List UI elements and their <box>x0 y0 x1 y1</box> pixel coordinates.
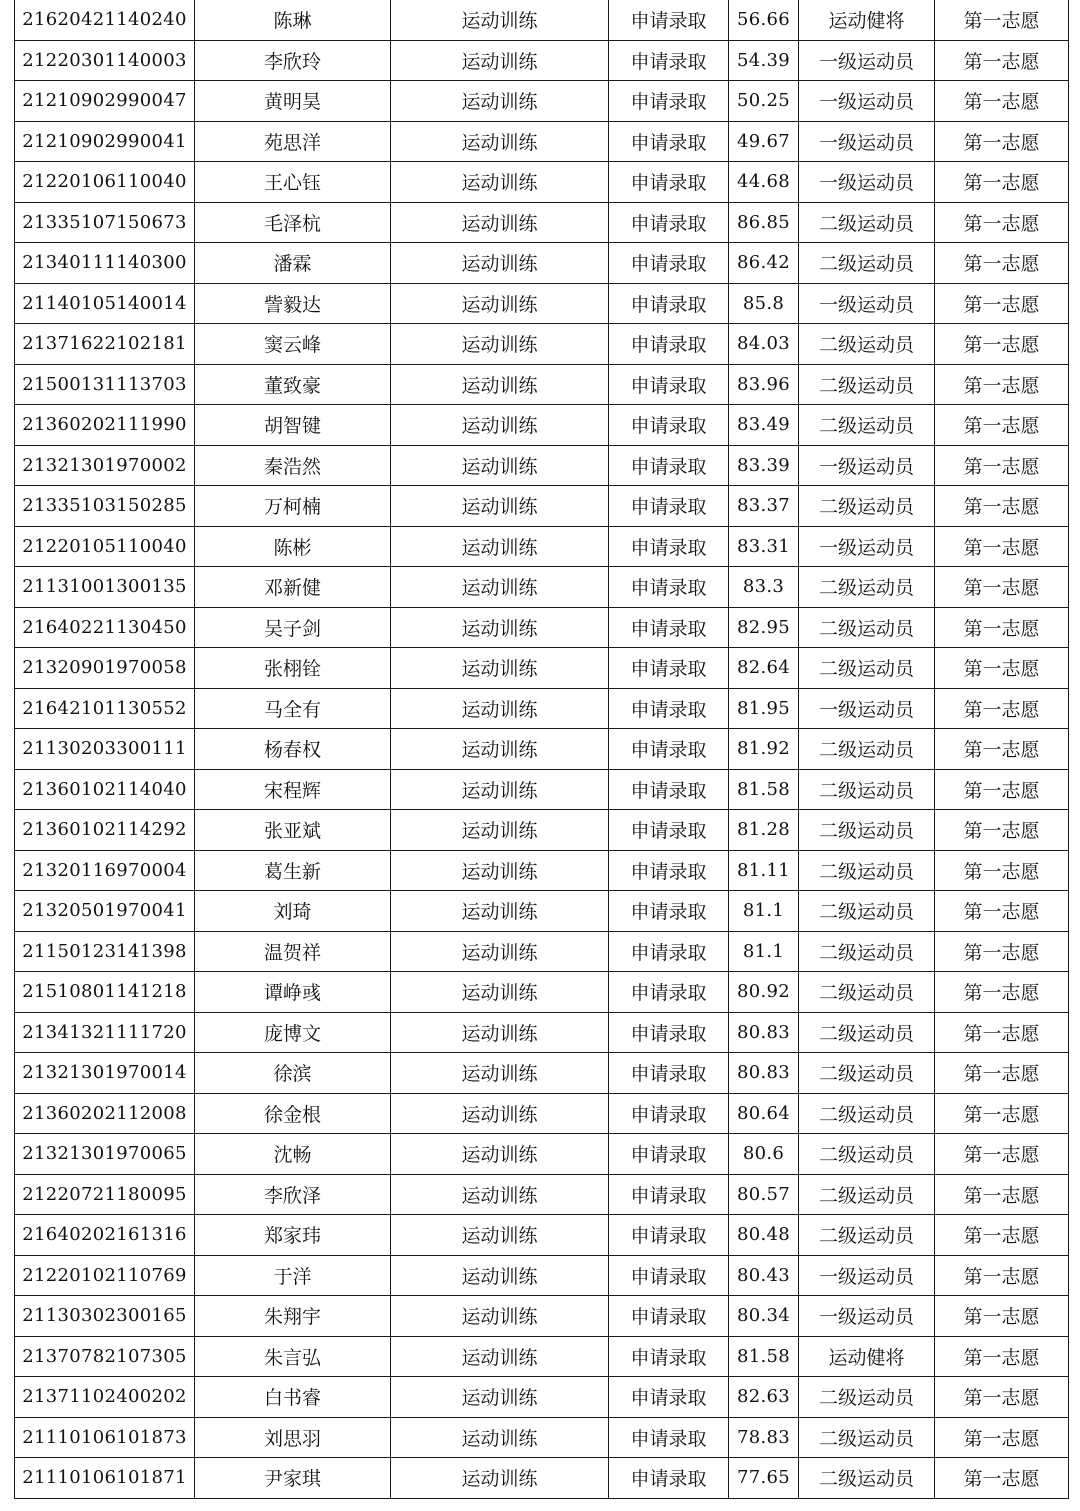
preference-cell: 第一志愿 <box>935 1053 1069 1094</box>
candidate-id-cell: 21210902990041 <box>15 121 195 162</box>
table-row <box>15 1417 1069 1458</box>
score-cell: 85.8 <box>729 283 799 324</box>
major-cell: 运动训练 <box>391 850 609 891</box>
admission-type-cell: 申请录取 <box>609 1417 729 1458</box>
score-cell: 86.42 <box>729 243 799 284</box>
athlete-level-cell: 一级运动员 <box>799 526 935 567</box>
major-cell: 运动训练 <box>391 972 609 1013</box>
table-row <box>15 1053 1069 1094</box>
preference-cell: 第一志愿 <box>935 1093 1069 1134</box>
score-cell: 81.1 <box>729 891 799 932</box>
admission-type-cell: 申请录取 <box>609 1377 729 1418</box>
major-cell: 运动训练 <box>391 1377 609 1418</box>
athlete-level-cell: 二级运动员 <box>799 648 935 689</box>
candidate-id-cell: 21220105110040 <box>15 526 195 567</box>
student-name-cell: 朱翔宇 <box>195 1296 391 1337</box>
score-cell: 83.37 <box>729 486 799 527</box>
admission-list-table-container <box>14 0 1068 1499</box>
admission-type-cell: 申请录取 <box>609 688 729 729</box>
major-cell: 运动训练 <box>391 486 609 527</box>
preference-cell: 第一志愿 <box>935 688 1069 729</box>
candidate-id-cell: 21335103150285 <box>15 486 195 527</box>
score-cell: 81.1 <box>729 931 799 972</box>
candidate-id-cell: 21220102110769 <box>15 1255 195 1296</box>
student-name-cell: 苑思洋 <box>195 121 391 162</box>
table-row <box>15 486 1069 527</box>
admission-type-cell: 申请录取 <box>609 526 729 567</box>
student-name-cell: 万柯楠 <box>195 486 391 527</box>
score-cell: 49.67 <box>729 121 799 162</box>
admission-type-cell: 申请录取 <box>609 81 729 122</box>
major-cell: 运动训练 <box>391 648 609 689</box>
admission-type-cell: 申请录取 <box>609 1296 729 1337</box>
candidate-id-cell: 21640221130450 <box>15 607 195 648</box>
athlete-level-cell: 二级运动员 <box>799 972 935 1013</box>
table-row <box>15 972 1069 1013</box>
major-cell: 运动训练 <box>391 0 609 40</box>
preference-cell: 第一志愿 <box>935 405 1069 446</box>
table-row <box>15 1174 1069 1215</box>
athlete-level-cell: 二级运动员 <box>799 810 935 851</box>
athlete-level-cell: 二级运动员 <box>799 324 935 365</box>
table-row <box>15 1296 1069 1337</box>
major-cell: 运动训练 <box>391 607 609 648</box>
score-cell: 81.58 <box>729 769 799 810</box>
score-cell: 80.64 <box>729 1093 799 1134</box>
preference-cell: 第一志愿 <box>935 0 1069 40</box>
student-name-cell: 谭峥彧 <box>195 972 391 1013</box>
table-row <box>15 810 1069 851</box>
candidate-id-cell: 21371622102181 <box>15 324 195 365</box>
preference-cell: 第一志愿 <box>935 364 1069 405</box>
preference-cell: 第一志愿 <box>935 1377 1069 1418</box>
score-cell: 83.49 <box>729 405 799 446</box>
student-name-cell: 陈彬 <box>195 526 391 567</box>
athlete-level-cell: 一级运动员 <box>799 688 935 729</box>
table-row <box>15 891 1069 932</box>
student-name-cell: 郑家玮 <box>195 1215 391 1256</box>
table-row <box>15 243 1069 284</box>
candidate-id-cell: 21110106101871 <box>15 1458 195 1499</box>
score-cell: 80.57 <box>729 1174 799 1215</box>
table-row <box>15 648 1069 689</box>
athlete-level-cell: 一级运动员 <box>799 1255 935 1296</box>
athlete-level-cell: 二级运动员 <box>799 1134 935 1175</box>
athlete-level-cell: 一级运动员 <box>799 81 935 122</box>
athlete-level-cell: 运动健将 <box>799 0 935 40</box>
table-row <box>15 1134 1069 1175</box>
athlete-level-cell: 一级运动员 <box>799 121 935 162</box>
admission-type-cell: 申请录取 <box>609 121 729 162</box>
table-row <box>15 364 1069 405</box>
score-cell: 54.39 <box>729 40 799 81</box>
candidate-id-cell: 21320501970041 <box>15 891 195 932</box>
athlete-level-cell: 二级运动员 <box>799 1053 935 1094</box>
score-cell: 80.92 <box>729 972 799 1013</box>
student-name-cell: 胡智键 <box>195 405 391 446</box>
preference-cell: 第一志愿 <box>935 1215 1069 1256</box>
admission-type-cell: 申请录取 <box>609 931 729 972</box>
score-cell: 78.83 <box>729 1417 799 1458</box>
major-cell: 运动训练 <box>391 1174 609 1215</box>
major-cell: 运动训练 <box>391 405 609 446</box>
score-cell: 80.48 <box>729 1215 799 1256</box>
score-cell: 80.83 <box>729 1012 799 1053</box>
table-row <box>15 40 1069 81</box>
preference-cell: 第一志愿 <box>935 1174 1069 1215</box>
athlete-level-cell: 一级运动员 <box>799 283 935 324</box>
major-cell: 运动训练 <box>391 1093 609 1134</box>
student-name-cell: 毛泽杭 <box>195 202 391 243</box>
table-row <box>15 607 1069 648</box>
score-cell: 81.92 <box>729 729 799 770</box>
student-name-cell: 马全有 <box>195 688 391 729</box>
admission-type-cell: 申请录取 <box>609 850 729 891</box>
score-cell: 86.85 <box>729 202 799 243</box>
major-cell: 运动训练 <box>391 931 609 972</box>
table-row <box>15 81 1069 122</box>
admission-type-cell: 申请录取 <box>609 567 729 608</box>
athlete-level-cell: 二级运动员 <box>799 850 935 891</box>
table-row <box>15 567 1069 608</box>
table-row <box>15 445 1069 486</box>
score-cell: 83.3 <box>729 567 799 608</box>
candidate-id-cell: 21360102114040 <box>15 769 195 810</box>
major-cell: 运动训练 <box>391 283 609 324</box>
score-cell: 83.31 <box>729 526 799 567</box>
student-name-cell: 尹家琪 <box>195 1458 391 1499</box>
admission-type-cell: 申请录取 <box>609 972 729 1013</box>
major-cell: 运动训练 <box>391 810 609 851</box>
table-row <box>15 283 1069 324</box>
student-name-cell: 刘思羽 <box>195 1417 391 1458</box>
score-cell: 83.39 <box>729 445 799 486</box>
table-body <box>15 0 1069 1498</box>
admission-type-cell: 申请录取 <box>609 202 729 243</box>
preference-cell: 第一志愿 <box>935 1417 1069 1458</box>
major-cell: 运动训练 <box>391 688 609 729</box>
admission-type-cell: 申请录取 <box>609 1255 729 1296</box>
athlete-level-cell: 一级运动员 <box>799 445 935 486</box>
preference-cell: 第一志愿 <box>935 1012 1069 1053</box>
major-cell: 运动训练 <box>391 567 609 608</box>
admission-type-cell: 申请录取 <box>609 1012 729 1053</box>
score-cell: 82.64 <box>729 648 799 689</box>
admission-type-cell: 申请录取 <box>609 1458 729 1499</box>
candidate-id-cell: 21640202161316 <box>15 1215 195 1256</box>
athlete-level-cell: 二级运动员 <box>799 364 935 405</box>
student-name-cell: 潘霖 <box>195 243 391 284</box>
table-row <box>15 526 1069 567</box>
preference-cell: 第一志愿 <box>935 243 1069 284</box>
preference-cell: 第一志愿 <box>935 324 1069 365</box>
major-cell: 运动训练 <box>391 1134 609 1175</box>
preference-cell: 第一志愿 <box>935 769 1069 810</box>
admission-type-cell: 申请录取 <box>609 364 729 405</box>
preference-cell: 第一志愿 <box>935 891 1069 932</box>
candidate-id-cell: 21320116970004 <box>15 850 195 891</box>
major-cell: 运动训练 <box>391 526 609 567</box>
major-cell: 运动训练 <box>391 40 609 81</box>
major-cell: 运动训练 <box>391 445 609 486</box>
admission-type-cell: 申请录取 <box>609 648 729 689</box>
preference-cell: 第一志愿 <box>935 121 1069 162</box>
admission-type-cell: 申请录取 <box>609 1053 729 1094</box>
student-name-cell: 陈琳 <box>195 0 391 40</box>
major-cell: 运动训练 <box>391 1255 609 1296</box>
athlete-level-cell: 二级运动员 <box>799 729 935 770</box>
preference-cell: 第一志愿 <box>935 202 1069 243</box>
admission-type-cell: 申请录取 <box>609 40 729 81</box>
candidate-id-cell: 21335107150673 <box>15 202 195 243</box>
preference-cell: 第一志愿 <box>935 1458 1069 1499</box>
student-name-cell: 秦浩然 <box>195 445 391 486</box>
preference-cell: 第一志愿 <box>935 1255 1069 1296</box>
score-cell: 77.65 <box>729 1458 799 1499</box>
student-name-cell: 李欣泽 <box>195 1174 391 1215</box>
admission-type-cell: 申请录取 <box>609 1174 729 1215</box>
student-name-cell: 葛生新 <box>195 850 391 891</box>
student-name-cell: 王心钰 <box>195 162 391 203</box>
score-cell: 81.28 <box>729 810 799 851</box>
major-cell: 运动训练 <box>391 1296 609 1337</box>
admission-list-table <box>14 0 1069 1499</box>
table-row <box>15 1458 1069 1499</box>
score-cell: 81.95 <box>729 688 799 729</box>
table-row <box>15 0 1069 40</box>
table-row <box>15 162 1069 203</box>
candidate-id-cell: 21130203300111 <box>15 729 195 770</box>
candidate-id-cell: 21321301970014 <box>15 1053 195 1094</box>
score-cell: 82.63 <box>729 1377 799 1418</box>
table-row <box>15 1377 1069 1418</box>
student-name-cell: 朱言弘 <box>195 1336 391 1377</box>
table-row <box>15 1215 1069 1256</box>
student-name-cell: 邓新健 <box>195 567 391 608</box>
table-row <box>15 1012 1069 1053</box>
admission-type-cell: 申请录取 <box>609 486 729 527</box>
candidate-id-cell: 21321301970065 <box>15 1134 195 1175</box>
admission-type-cell: 申请录取 <box>609 445 729 486</box>
student-name-cell: 沈畅 <box>195 1134 391 1175</box>
preference-cell: 第一志愿 <box>935 486 1069 527</box>
candidate-id-cell: 21220721180095 <box>15 1174 195 1215</box>
major-cell: 运动训练 <box>391 891 609 932</box>
candidate-id-cell: 21220301140003 <box>15 40 195 81</box>
candidate-id-cell: 21321301970002 <box>15 445 195 486</box>
score-cell: 80.6 <box>729 1134 799 1175</box>
preference-cell: 第一志愿 <box>935 162 1069 203</box>
athlete-level-cell: 二级运动员 <box>799 1417 935 1458</box>
student-name-cell: 黄明昊 <box>195 81 391 122</box>
student-name-cell: 刘琦 <box>195 891 391 932</box>
student-name-cell: 李欣玲 <box>195 40 391 81</box>
athlete-level-cell: 运动健将 <box>799 1336 935 1377</box>
major-cell: 运动训练 <box>391 1458 609 1499</box>
candidate-id-cell: 21210902990047 <box>15 81 195 122</box>
athlete-level-cell: 二级运动员 <box>799 1458 935 1499</box>
score-cell: 82.95 <box>729 607 799 648</box>
athlete-level-cell: 二级运动员 <box>799 1377 935 1418</box>
preference-cell: 第一志愿 <box>935 283 1069 324</box>
athlete-level-cell: 二级运动员 <box>799 769 935 810</box>
major-cell: 运动训练 <box>391 1336 609 1377</box>
preference-cell: 第一志愿 <box>935 40 1069 81</box>
candidate-id-cell: 21340111140300 <box>15 243 195 284</box>
preference-cell: 第一志愿 <box>935 567 1069 608</box>
student-name-cell: 吴子剑 <box>195 607 391 648</box>
preference-cell: 第一志愿 <box>935 526 1069 567</box>
candidate-id-cell: 21370782107305 <box>15 1336 195 1377</box>
table-row <box>15 931 1069 972</box>
table-row <box>15 850 1069 891</box>
student-name-cell: 庞博文 <box>195 1012 391 1053</box>
athlete-level-cell: 二级运动员 <box>799 891 935 932</box>
preference-cell: 第一志愿 <box>935 1296 1069 1337</box>
preference-cell: 第一志愿 <box>935 81 1069 122</box>
score-cell: 80.83 <box>729 1053 799 1094</box>
athlete-level-cell: 二级运动员 <box>799 486 935 527</box>
athlete-level-cell: 二级运动员 <box>799 567 935 608</box>
major-cell: 运动训练 <box>391 769 609 810</box>
athlete-level-cell: 二级运动员 <box>799 1093 935 1134</box>
candidate-id-cell: 21140105140014 <box>15 283 195 324</box>
athlete-level-cell: 一级运动员 <box>799 1296 935 1337</box>
table-row <box>15 769 1069 810</box>
student-name-cell: 张亚斌 <box>195 810 391 851</box>
candidate-id-cell: 21320901970058 <box>15 648 195 689</box>
candidate-id-cell: 21371102400202 <box>15 1377 195 1418</box>
table-row <box>15 324 1069 365</box>
athlete-level-cell: 二级运动员 <box>799 405 935 446</box>
student-name-cell: 董致豪 <box>195 364 391 405</box>
candidate-id-cell: 21150123141398 <box>15 931 195 972</box>
preference-cell: 第一志愿 <box>935 445 1069 486</box>
candidate-id-cell: 21220106110040 <box>15 162 195 203</box>
major-cell: 运动训练 <box>391 121 609 162</box>
athlete-level-cell: 二级运动员 <box>799 1012 935 1053</box>
admission-type-cell: 申请录取 <box>609 810 729 851</box>
score-cell: 83.96 <box>729 364 799 405</box>
preference-cell: 第一志愿 <box>935 931 1069 972</box>
admission-type-cell: 申请录取 <box>609 1336 729 1377</box>
score-cell: 56.66 <box>729 0 799 40</box>
major-cell: 运动训练 <box>391 1012 609 1053</box>
candidate-id-cell: 21360102114292 <box>15 810 195 851</box>
preference-cell: 第一志愿 <box>935 810 1069 851</box>
candidate-id-cell: 21360202112008 <box>15 1093 195 1134</box>
preference-cell: 第一志愿 <box>935 607 1069 648</box>
admission-type-cell: 申请录取 <box>609 607 729 648</box>
athlete-level-cell: 一级运动员 <box>799 162 935 203</box>
student-name-cell: 白书睿 <box>195 1377 391 1418</box>
preference-cell: 第一志愿 <box>935 1134 1069 1175</box>
score-cell: 80.34 <box>729 1296 799 1337</box>
student-name-cell: 窦云峰 <box>195 324 391 365</box>
candidate-id-cell: 21510801141218 <box>15 972 195 1013</box>
athlete-level-cell: 一级运动员 <box>799 40 935 81</box>
candidate-id-cell: 21130302300165 <box>15 1296 195 1337</box>
candidate-id-cell: 21500131113703 <box>15 364 195 405</box>
preference-cell: 第一志愿 <box>935 850 1069 891</box>
major-cell: 运动训练 <box>391 162 609 203</box>
admission-type-cell: 申请录取 <box>609 405 729 446</box>
major-cell: 运动训练 <box>391 202 609 243</box>
athlete-level-cell: 二级运动员 <box>799 1215 935 1256</box>
student-name-cell: 于洋 <box>195 1255 391 1296</box>
admission-type-cell: 申请录取 <box>609 0 729 40</box>
athlete-level-cell: 二级运动员 <box>799 607 935 648</box>
table-row <box>15 729 1069 770</box>
major-cell: 运动训练 <box>391 1417 609 1458</box>
student-name-cell: 温贺祥 <box>195 931 391 972</box>
student-name-cell: 宋程辉 <box>195 769 391 810</box>
student-name-cell: 杨春权 <box>195 729 391 770</box>
candidate-id-cell: 21341321111720 <box>15 1012 195 1053</box>
table-row <box>15 202 1069 243</box>
major-cell: 运动训练 <box>391 243 609 284</box>
score-cell: 80.43 <box>729 1255 799 1296</box>
major-cell: 运动训练 <box>391 1215 609 1256</box>
table-row <box>15 121 1069 162</box>
candidate-id-cell: 21620421140240 <box>15 0 195 40</box>
score-cell: 81.58 <box>729 1336 799 1377</box>
score-cell: 84.03 <box>729 324 799 365</box>
admission-type-cell: 申请录取 <box>609 283 729 324</box>
admission-type-cell: 申请录取 <box>609 243 729 284</box>
admission-type-cell: 申请录取 <box>609 324 729 365</box>
preference-cell: 第一志愿 <box>935 729 1069 770</box>
admission-type-cell: 申请录取 <box>609 769 729 810</box>
table-row <box>15 688 1069 729</box>
score-cell: 50.25 <box>729 81 799 122</box>
major-cell: 运动训练 <box>391 324 609 365</box>
admission-type-cell: 申请录取 <box>609 1134 729 1175</box>
candidate-id-cell: 21642101130552 <box>15 688 195 729</box>
score-cell: 44.68 <box>729 162 799 203</box>
major-cell: 运动训练 <box>391 81 609 122</box>
admission-type-cell: 申请录取 <box>609 729 729 770</box>
preference-cell: 第一志愿 <box>935 972 1069 1013</box>
major-cell: 运动训练 <box>391 729 609 770</box>
table-row <box>15 1336 1069 1377</box>
admission-type-cell: 申请录取 <box>609 1215 729 1256</box>
student-name-cell: 张栩铨 <box>195 648 391 689</box>
student-name-cell: 徐金根 <box>195 1093 391 1134</box>
preference-cell: 第一志愿 <box>935 1336 1069 1377</box>
major-cell: 运动训练 <box>391 1053 609 1094</box>
table-row <box>15 1255 1069 1296</box>
score-cell: 81.11 <box>729 850 799 891</box>
admission-type-cell: 申请录取 <box>609 162 729 203</box>
table-row <box>15 405 1069 446</box>
table-row <box>15 1093 1069 1134</box>
athlete-level-cell: 二级运动员 <box>799 931 935 972</box>
student-name-cell: 徐滨 <box>195 1053 391 1094</box>
candidate-id-cell: 21110106101873 <box>15 1417 195 1458</box>
student-name-cell: 訾毅达 <box>195 283 391 324</box>
athlete-level-cell: 二级运动员 <box>799 1174 935 1215</box>
admission-type-cell: 申请录取 <box>609 1093 729 1134</box>
candidate-id-cell: 21131001300135 <box>15 567 195 608</box>
athlete-level-cell: 二级运动员 <box>799 202 935 243</box>
athlete-level-cell: 二级运动员 <box>799 243 935 284</box>
admission-type-cell: 申请录取 <box>609 891 729 932</box>
candidate-id-cell: 21360202111990 <box>15 405 195 446</box>
preference-cell: 第一志愿 <box>935 648 1069 689</box>
major-cell: 运动训练 <box>391 364 609 405</box>
